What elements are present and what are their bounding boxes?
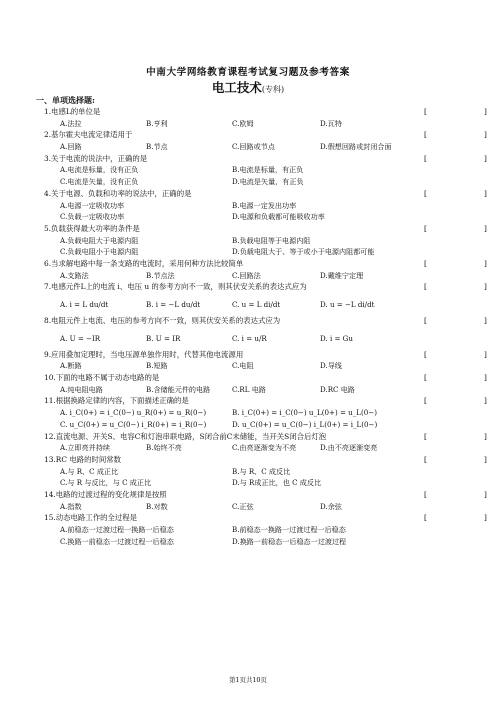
option-d: D.换路一前稳态一后稳态一过渡过程: [232, 536, 347, 546]
option-d: D. u_C(0+) = u_C(0−) i_L(0+) = i_L(0−): [232, 419, 378, 429]
question-stem-row: [0, 106, 496, 118]
option-c: C.电阻: [232, 361, 254, 371]
answer-bracket-right: ]: [484, 188, 487, 198]
option-c: C.电流是矢量，没有正负: [60, 177, 139, 187]
question-stem-row: [0, 258, 496, 270]
option-row: [0, 211, 496, 223]
question-stem-row: [0, 395, 496, 407]
option-row: [0, 176, 496, 188]
option-d: D.假想回路或封闭合面: [320, 142, 392, 152]
answer-bracket-right: ]: [484, 396, 487, 406]
question-stem-row: [0, 223, 496, 235]
option-a: A.支路法: [60, 270, 89, 280]
question-stem-row: [0, 349, 496, 361]
question-stem: 12.直流电源、开关S、电容C和灯泡串联电路，S闭合前C未储能，当开关S闭合后灯泡: [44, 431, 327, 441]
answer-bracket-right: ]: [484, 258, 487, 268]
option-d: D.电流是矢量，有正负: [232, 177, 304, 187]
option-b: B.节点: [146, 142, 168, 152]
answer-bracket-right: ]: [484, 431, 487, 441]
option-b: B.始终不亮: [146, 443, 182, 453]
option-row: [0, 536, 496, 548]
option-row: [0, 164, 496, 176]
option-d: D.瓦特: [320, 118, 342, 128]
question-stem: 13.RC 电路的时间常数: [44, 454, 122, 464]
option-a: A. i = L du/dt: [60, 300, 109, 309]
question-stem-row: [0, 315, 496, 327]
course-name: 电工技术: [211, 80, 262, 95]
option-c: C.正弦: [232, 501, 254, 511]
answer-bracket-left: [: [424, 349, 427, 359]
option-b: B.电流是标量，有正负: [232, 165, 304, 175]
option-d: D.RC 电路: [320, 384, 355, 394]
answer-bracket-left: [: [424, 107, 427, 116]
option-b: B.对数: [146, 501, 168, 511]
question-stem: 10.下面的电路不属于动态电路的是: [44, 373, 160, 383]
course-title: [0, 78, 496, 96]
answer-bracket-left: [: [424, 130, 427, 140]
option-row: [0, 442, 496, 454]
option-row: [0, 384, 496, 396]
option-c: C.负载电阻小于电源内阻: [60, 247, 139, 257]
option-row: [0, 200, 496, 212]
question-stem-row: [0, 372, 496, 384]
option-row: [0, 524, 496, 536]
option-b: B.节点法: [146, 270, 175, 280]
option-d: D.导线: [320, 361, 342, 371]
option-a: A.纯电阻电路: [60, 384, 103, 394]
option-c: C.欧姆: [232, 118, 254, 128]
option-d: D.余弦: [320, 501, 342, 511]
answer-bracket-left: [: [424, 373, 427, 383]
option-c: C.回路或节点: [232, 142, 275, 152]
option-a: A.断路: [60, 361, 82, 371]
option-c: C. i = u/R: [232, 333, 267, 343]
course-level: (专科): [261, 85, 285, 94]
question-stem-row: [0, 188, 496, 200]
option-b: B. i = −L du/dt: [146, 300, 201, 309]
option-d: D.负载电阻大于、等于或小于电源内阻都可能: [232, 247, 375, 257]
question-stem-row: [0, 512, 496, 524]
option-c: C.由亮逐渐变为不亮: [232, 443, 297, 453]
question-stem-row: [0, 281, 496, 293]
answer-bracket-left: [: [424, 188, 427, 198]
section-title: 一、单项选择题:: [36, 95, 95, 105]
answer-bracket-left: [: [424, 396, 427, 406]
answer-bracket-right: ]: [484, 130, 487, 140]
answer-bracket-left: [: [424, 153, 427, 163]
option-c: C. u_C(0+) = u_C(0−) i_R(0+) = i_R(0−): [60, 419, 207, 429]
option-d: D. u = −L di/dt: [320, 300, 375, 309]
question-stem: 5.负载获得最大功率的条件是: [44, 223, 140, 233]
answer-bracket-left: [: [424, 431, 427, 441]
option-d: D.戴维宁定理: [320, 270, 364, 280]
option-b: B.前稳态一换路一过渡过程一后稳态: [232, 525, 346, 534]
question-stem-row: [0, 431, 496, 443]
option-row: [0, 419, 496, 431]
option-b: B.亨利: [146, 118, 168, 128]
question-stem: 9.应用叠加定理时，当电压源单独作用时，代替其他电流源用: [44, 349, 244, 359]
answer-bracket-right: ]: [484, 489, 487, 499]
question-stem: 11.根据换路定律的内容，下面描述正确的是: [44, 396, 189, 406]
question-stem: 14.电路的过渡过程的变化规律是按照: [44, 489, 167, 499]
option-row: [0, 118, 496, 130]
page-footer: 第1页共10页: [229, 676, 267, 684]
answer-bracket-left: [: [424, 316, 427, 325]
answer-bracket-left: [: [424, 513, 427, 523]
option-row: [0, 293, 496, 315]
option-row: [0, 246, 496, 258]
answer-bracket-right: ]: [484, 282, 487, 292]
question-stem-row: [0, 489, 496, 501]
option-a: A.前稳态一过渡过程一换路一后稳态: [60, 525, 174, 534]
option-a: A.立即亮并持续: [60, 443, 110, 453]
option-d: D. i = Gu: [320, 333, 353, 343]
option-a: A.回路: [60, 142, 82, 152]
option-a: A. i_C(0+) = i_C(0−) u_R(0+) = u_R(0−): [60, 408, 207, 418]
option-row: [0, 327, 496, 349]
question-stem: 15.动态电路工作的全过程是: [44, 513, 138, 523]
option-a: A.电源一定吸收功率: [60, 200, 125, 210]
option-b: B. i_C(0+) = i_C(0−) u_L(0+) = u_L(0−): [232, 408, 377, 418]
answer-bracket-left: [: [424, 258, 427, 268]
answer-bracket-right: ]: [484, 349, 487, 359]
question-stem: 4.关于电源、负载和功率的说法中，正确的是: [44, 188, 192, 198]
answer-bracket-right: ]: [484, 107, 487, 116]
option-c: C. u = L di/dt: [232, 300, 281, 309]
option-c: C.回路法: [232, 270, 261, 280]
option-a: A.负载电阻大于电源内阻: [60, 235, 139, 245]
question-stem: 3.关于电流的说法中，正确的是: [44, 153, 148, 163]
question-stem: 8.电阻元件上电流、电压的参考方向不一致，则其伏安关系的表达式应为: [44, 316, 281, 325]
question-stem-row: [0, 129, 496, 141]
option-b: B.电源一定发出功率: [232, 200, 297, 210]
option-b: B.负载电阻等于电源内阻: [232, 235, 311, 245]
option-b: B. U = IR: [146, 333, 181, 343]
answer-bracket-right: ]: [484, 373, 487, 383]
question-stem: 7.电感元件L上的电流 i、电压 u 的参考方向不一致，则其伏安关系的表达式应为: [44, 282, 307, 292]
option-d: D.电源和负载都可能吸收功率: [232, 212, 325, 222]
answer-bracket-right: ]: [484, 223, 487, 233]
option-a: A. U = −IR: [60, 333, 101, 343]
answer-bracket-right: ]: [484, 316, 487, 325]
question-list: [0, 106, 496, 547]
option-d: D.与 R成正比，也 C 成反比: [232, 478, 322, 488]
question-stem: 2.基尔霍夫电流定律适用于: [44, 130, 133, 140]
answer-bracket-left: [: [424, 282, 427, 292]
option-row: [0, 477, 496, 489]
option-d: D.由不亮逐渐变亮: [320, 443, 378, 453]
option-c: C.负载一定吸收功率: [60, 212, 125, 222]
option-row: [0, 466, 496, 478]
question-stem: 6.当求解电路中每一条支路的电流时，采用何种方法比较简单: [44, 258, 244, 268]
option-row: [0, 501, 496, 513]
answer-bracket-right: ]: [484, 513, 487, 523]
option-row: [0, 360, 496, 372]
answer-bracket-right: ]: [484, 454, 487, 464]
option-c: C.RL 电路: [232, 384, 266, 394]
answer-bracket-left: [: [424, 223, 427, 233]
option-row: [0, 235, 496, 247]
answer-bracket-left: [: [424, 454, 427, 464]
question-stem: 1.电感L的单位是: [44, 107, 101, 116]
option-a: A.指数: [60, 501, 82, 511]
option-b: B.短路: [146, 361, 168, 371]
option-row: [0, 270, 496, 282]
option-c: C.换路一前稳态一过渡过程一后稳态: [60, 536, 174, 546]
option-b: B.含储能元件的电路: [146, 384, 211, 394]
question-stem-row: [0, 454, 496, 466]
option-a: A.法拉: [60, 118, 82, 128]
option-a: A.电流是标量，没有正负: [60, 165, 139, 175]
answer-bracket-right: ]: [484, 153, 487, 163]
answer-bracket-left: [: [424, 489, 427, 499]
option-row: [0, 141, 496, 153]
school-title: 中南大学网络教育课程考试复习题及参考答案: [146, 67, 350, 78]
option-c: C.与 R 与反比，与 C 成正比: [60, 478, 152, 488]
option-a: A.与 R、C 成正比: [60, 466, 119, 476]
question-stem-row: [0, 153, 496, 165]
option-row: [0, 407, 496, 419]
option-b: B.与 R、C 成反比: [232, 466, 291, 476]
